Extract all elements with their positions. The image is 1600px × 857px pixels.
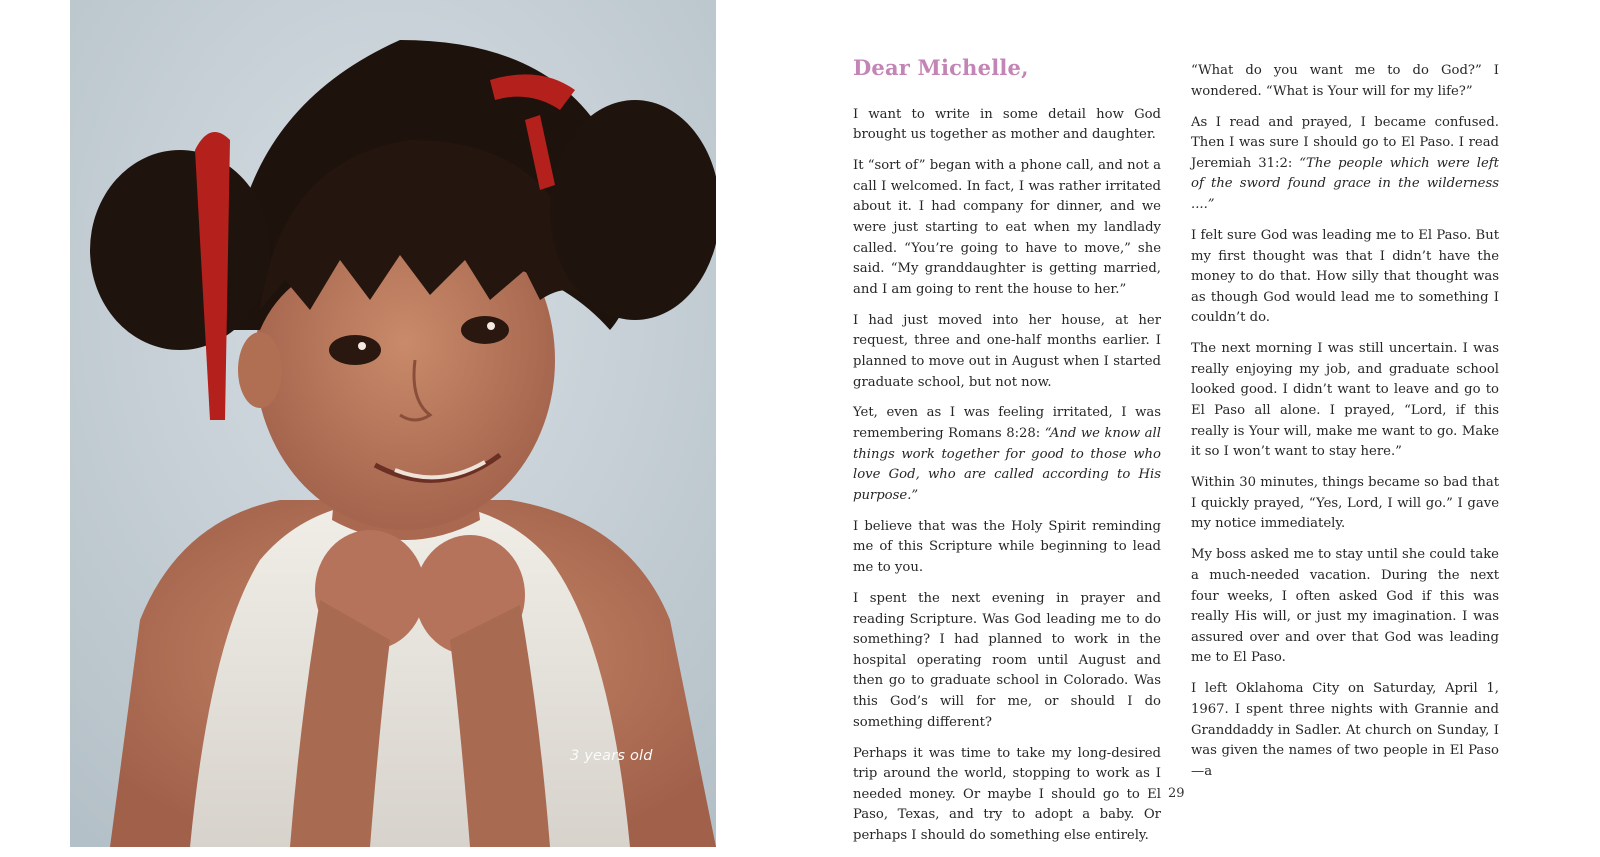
- letter-paragraph: Perhaps it was time to take my long-desired trip around the world, stopping to work as I needed money. Or maybe I should go to El Paso, Texas, and try to adopt a baby. Or perhaps I should do something else entirely.: [853, 745, 1161, 843]
- letter-column-right: [1191, 61, 1499, 793]
- child-portrait-illustration: [70, 0, 716, 847]
- jeremiah-quote: “The people which were left of the sword found grace in the wilderness ....”: [1191, 155, 1499, 212]
- photo-caption: 3 years old: [570, 748, 653, 764]
- letter-paragraph: It “sort of” began with a phone call, and not a call I welcomed. In fact, I was rather irritated about it. I had company for dinner, and we were just starting to eat when my landlady called. “You’re going to have to move,” she said. “My granddaughter is getting married, and I am going to rent the house to her.”: [853, 158, 1161, 297]
- letter-paragraph: “What do you want me to do God?” I wondered. “What is Your will for my life?”: [1191, 63, 1499, 99]
- letter-paragraph: I want to write in some detail how God brought us together as mother and daughter.: [853, 106, 1161, 143]
- page-number: 29: [1168, 786, 1185, 801]
- jeremiah-lead: As I read and prayed, I became confused. Then I was sure I should go to El Paso. I read Jeremiah 31:2:: [1191, 114, 1499, 171]
- letter-paragraph-romans: [853, 403, 1161, 506]
- letter-paragraph: My boss asked me to stay until she could take a much-needed vacation. During the next four weeks, I often asked God if this was really His will, or just my imagination. I was assured over and over that God was leading me to El Paso.: [1191, 547, 1499, 666]
- letter-paragraph: The next morning I was still uncertain. I was really enjoying my job, and graduate school looked good. I didn’t want to leave and go to El Paso all alone. I prayed, “Lord, if this really is Your will, make me want to go. Make it so I won’t want to stay here.”: [1191, 341, 1499, 460]
- letter-paragraph: I felt sure God was leading me to El Paso. But my first thought was that I didn’t have the money to do that. How silly that thought was as though God would lead me to something I couldn’t do.: [1191, 227, 1499, 326]
- letter-paragraph: I spent the next evening in prayer and reading Scripture. Was God leading me to do something? I had planned to work in the hospital operating room until August and then go to graduate school in Colorado. Was this God’s will for me, or should I do something different?: [853, 591, 1161, 730]
- letter-paragraph-jeremiah: [1191, 113, 1499, 216]
- portrait-photo: [70, 0, 716, 847]
- romans-quote: “And we know all things work together for good to those who love God, who are called according to His purpose.”: [853, 426, 1161, 503]
- letter-salutation: Dear Michelle,: [853, 55, 1029, 80]
- letter-paragraph: I had just moved into her house, at her request, three and one-half months earlier. I planned to move out in August when I started graduate school, but not now.: [853, 312, 1161, 390]
- letter-paragraph: I believe that was the Holy Spirit reminding me of this Scripture while beginning to lead me to you.: [853, 518, 1161, 576]
- letter-paragraph: Within 30 minutes, things became so bad that I quickly prayed, “Yes, Lord, I will go.” I gave my notice immediately.: [1191, 475, 1499, 532]
- letter-paragraph: I left Oklahoma City on Saturday, April 1, 1967. I spent three nights with Grannie and Granddaddy in Sadler. At church on Sunday, I was given the names of two people in El Paso—a: [1191, 681, 1499, 779]
- letter-column-left: [853, 55, 1161, 857]
- romans-lead: Yet, even as I was feeling irritated, I was remembering Romans 8:28:: [853, 405, 1161, 442]
